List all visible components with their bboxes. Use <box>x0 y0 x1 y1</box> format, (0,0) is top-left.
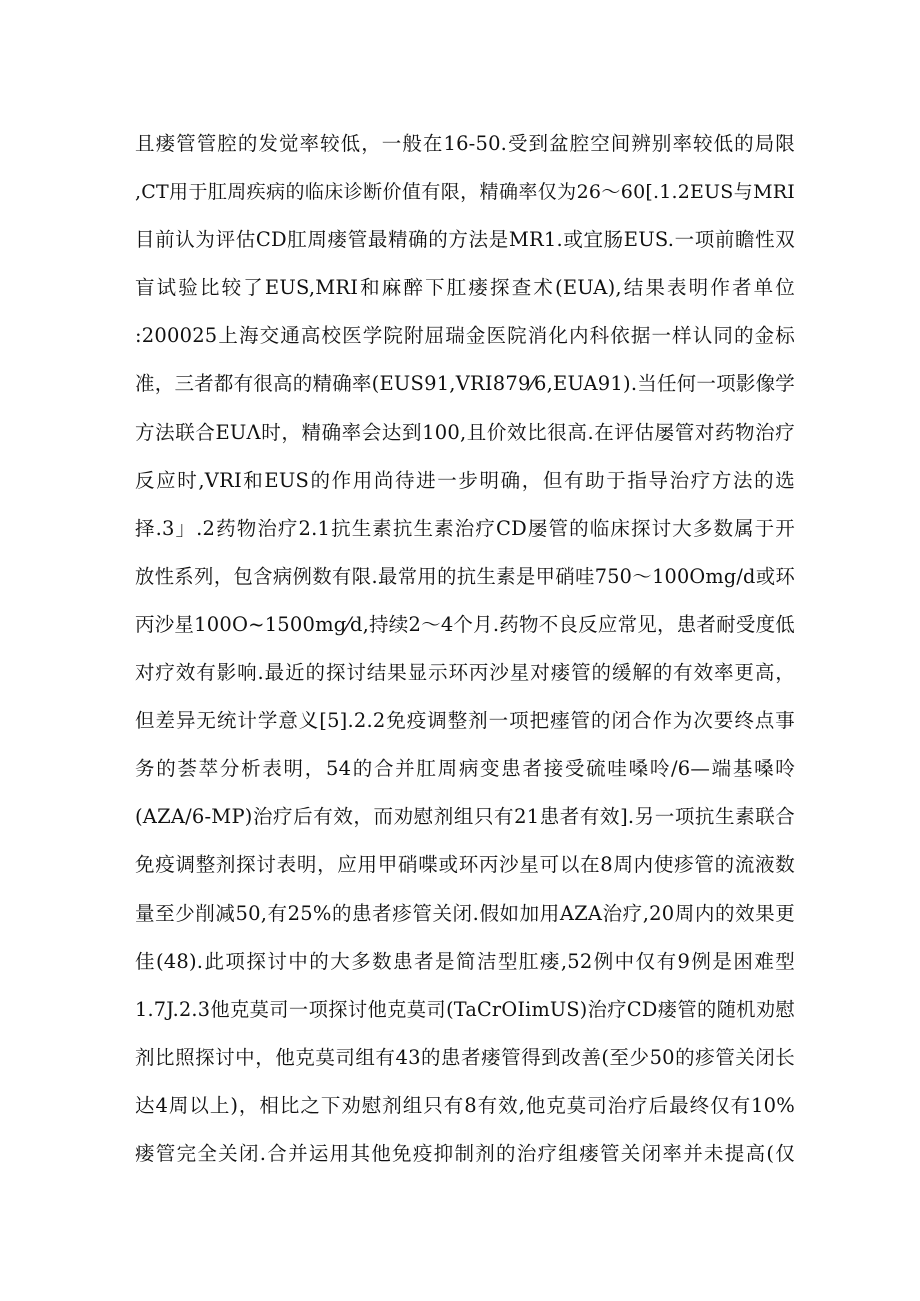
text-line-7: 方法联合EUΛ时，精确率会达到100,且价效比很高.在评估屡管对药物治疗 <box>135 420 795 444</box>
text-line-6: 准，三者都有很高的精确率(EUS91,VRI879⁄6,EUA91).当任何一项影像学 <box>135 372 795 396</box>
text-line-15: (AZA/6-MP)治疗后有效，而劝慰剂组只有21患者有效].另一项抗生素联合 <box>135 805 795 829</box>
text-line-22: 瘘管完全关闭.合并运用其他免疫抑制剂的治疗组瘘管关闭率并未提高(仅 <box>135 1141 795 1165</box>
text-line-5: :200025上海交通高校医学院附屈瑞金医院消化内科依据一样认同的金标 <box>135 324 795 348</box>
text-line-3: 目前认为评估CD肛周瘘管最精确的方法是MR1.或宜肠EUS.一项前瞻性双 <box>135 228 795 252</box>
text-line-9: 择.3」.2药物治疗2.1抗生素抗生素治疗CD屡管的临床探讨大多数属于开 <box>135 516 795 540</box>
text-line-4: 盲试验比较了EUS,MRI和麻醉下肛瘘探查术(EUA),结果表明作者单位 <box>135 276 795 300</box>
text-line-8: 反应时,VRI和EUS的作用尚待进一步明确，但有助于指导治疗方法的选 <box>135 468 795 492</box>
text-line-1: 且瘘管管腔的发觉率较低，一般在16-50.受到盆腔空间辨别率较低的局限 <box>135 132 795 155</box>
body-text <box>135 120 795 1178</box>
text-line-21: 达4周以上)，相比之下劝慰剂组只有8有效,他克莫司治疗后最终仅有10% <box>135 1093 795 1117</box>
text-line-11: 丙沙星100O~1500mg⁄d,持续2～4个月.药物不良反应常见，患者耐受度低 <box>135 612 795 636</box>
text-line-10: 放性系列，包含病例数有限.最常用的抗生素是甲硝哇750～100Omg/d或环 <box>135 564 795 588</box>
text-line-18: 佳(48).此项探讨中的大多数患者是简洁型肛瘘,52例中仅有9例是困难型 <box>135 949 795 973</box>
text-line-14: 务的荟萃分析表明，54的合并肛周病变患者接受硫哇嗓呤/6—端基嗓呤 <box>135 757 795 781</box>
text-line-13: 但差异无统计学意义[5].2.2免疫调整剂一项把瘗管的闭合作为次要终点事 <box>135 709 795 733</box>
text-line-19: 1.7J.2.3他克莫司一项探讨他克莫司(TaCrOIimUS)治疗CD瘘管的随机劝慰 <box>135 997 795 1021</box>
text-line-17: 量至少削减50,有25%的患者疹管关闭.假如加用AZA治疗,20周内的效果更 <box>135 901 795 925</box>
text-line-12: 对疗效有影响.最近的探讨结果显示环丙沙星对瘘管的缓解的有效率更高， <box>135 661 795 685</box>
text-line-16: 免疫调整剂探讨表明，应用甲硝喋或环丙沙星可以在8周内使疹管的流液数 <box>135 853 795 877</box>
text-line-20: 剂比照探讨中，他克莫司组有43的患者瘘管得到改善(至少50的疹管关闭长 <box>135 1045 795 1069</box>
text-line-2: ,CT用于肛周疾病的临床诊断价值有限，精确率仅为26～60[.1.2EUS与MRI <box>135 181 795 204</box>
